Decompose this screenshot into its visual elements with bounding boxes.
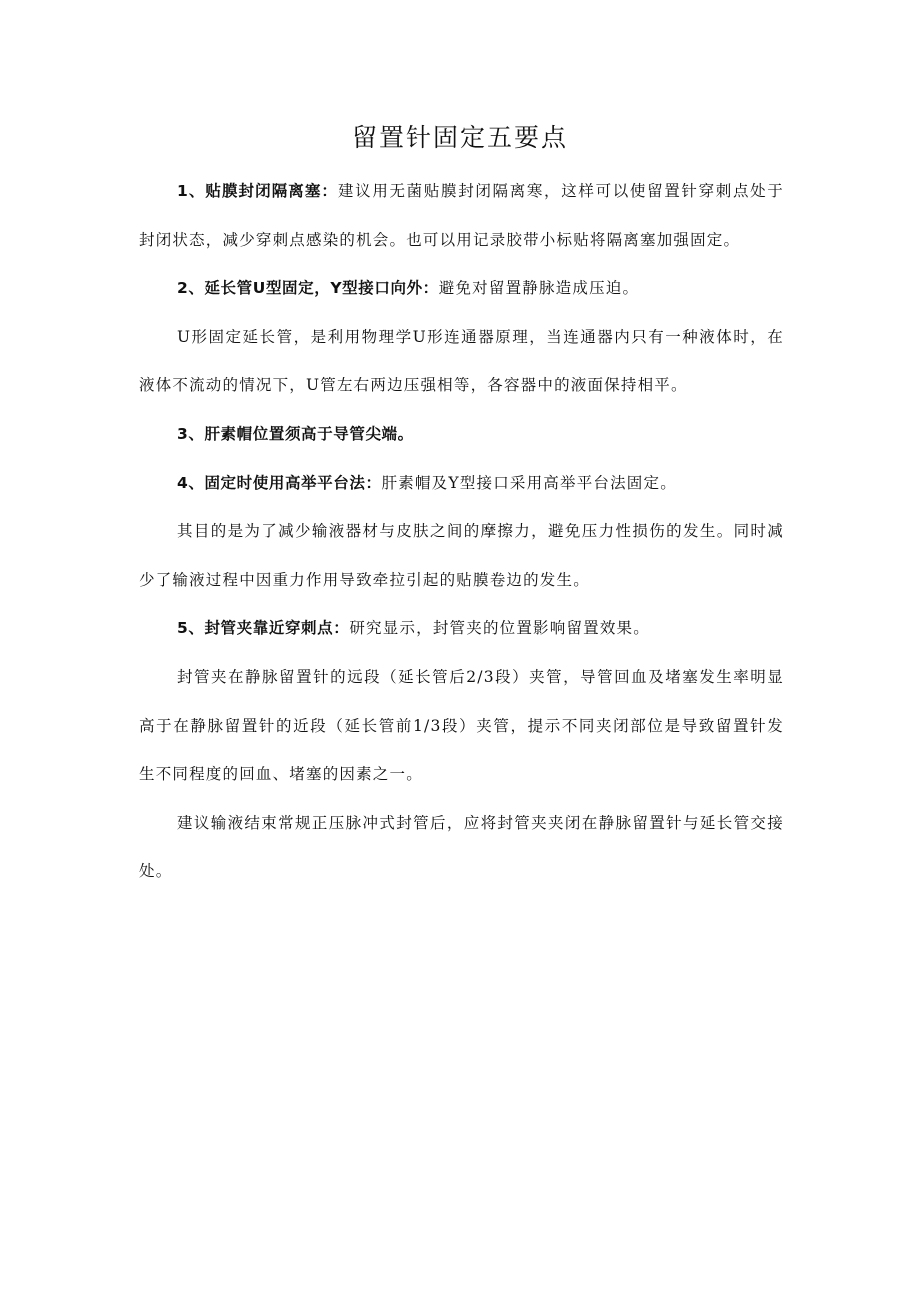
paragraph-text: 封管夹在静脉留置针的远段（延长管后2/3段）夹管，导管回血及堵塞发生率明显高于在静脉留置针的近段（延长管前1/3段）夹管，提示不同夹闭部位是导致留置针发生不同程度的回血、堵塞的因素之一。 [139,667,784,784]
paragraph-5 [139,459,784,508]
paragraph-2 [139,264,784,313]
paragraph-9 [139,799,784,896]
paragraph-text: 建议输液结束常规正压脉冲式封管后，应将封管夹夹闭在静脉留置针与延长管交接处。 [139,813,784,881]
paragraph-lead: 2、延长管U型固定，Y型接口向外： [176,279,439,298]
paragraph-1 [139,167,784,264]
paragraph-text: 建议用无菌贴膜封闭隔离寒，这样可以使留置针穿刺点处于封闭状态，减少穿刺点感染的机会。也可以用记录胶带小标贴将隔离塞加强固定。 [139,182,784,249]
paragraph-lead: 4、固定时使用高举平台法： [176,473,382,492]
paragraph-6 [139,507,784,604]
paragraph-lead: 1、贴膜封闭隔离塞： [176,182,338,200]
paragraph-text: 肝素帽及Y型接口采用高举平台法固定。 [381,473,677,492]
paragraph-8 [139,653,784,799]
paragraph-lead: 5、封管夹靠近穿刺点： [176,619,350,638]
paragraph-text: 研究显示，封管夹的位置影响留置效果。 [349,619,650,638]
paragraph-text: 避免对留置静脉造成压迫。 [438,279,640,298]
page-title: 留置针固定五要点 [351,123,568,152]
paragraph-text: U形固定延长管，是利用物理学U形连通器原理，当连通器内只有一种液体时，在液体不流动的情况下，U管左右两边压强相等，各容器中的液面保持相平。 [139,327,784,395]
paragraph-lead: 3、肝素帽位置须高于导管尖端。 [176,424,414,443]
paragraph-3 [139,313,784,410]
paragraph-4 [139,410,784,459]
paragraph-7 [139,604,784,653]
paragraph-text: 其目的是为了减少输液器材与皮肤之间的摩擦力，避免压力性损伤的发生。同时减少了输液过程中因重力作用导致牵拉引起的贴膜卷边的发生。 [139,522,784,589]
document-body [139,167,784,896]
